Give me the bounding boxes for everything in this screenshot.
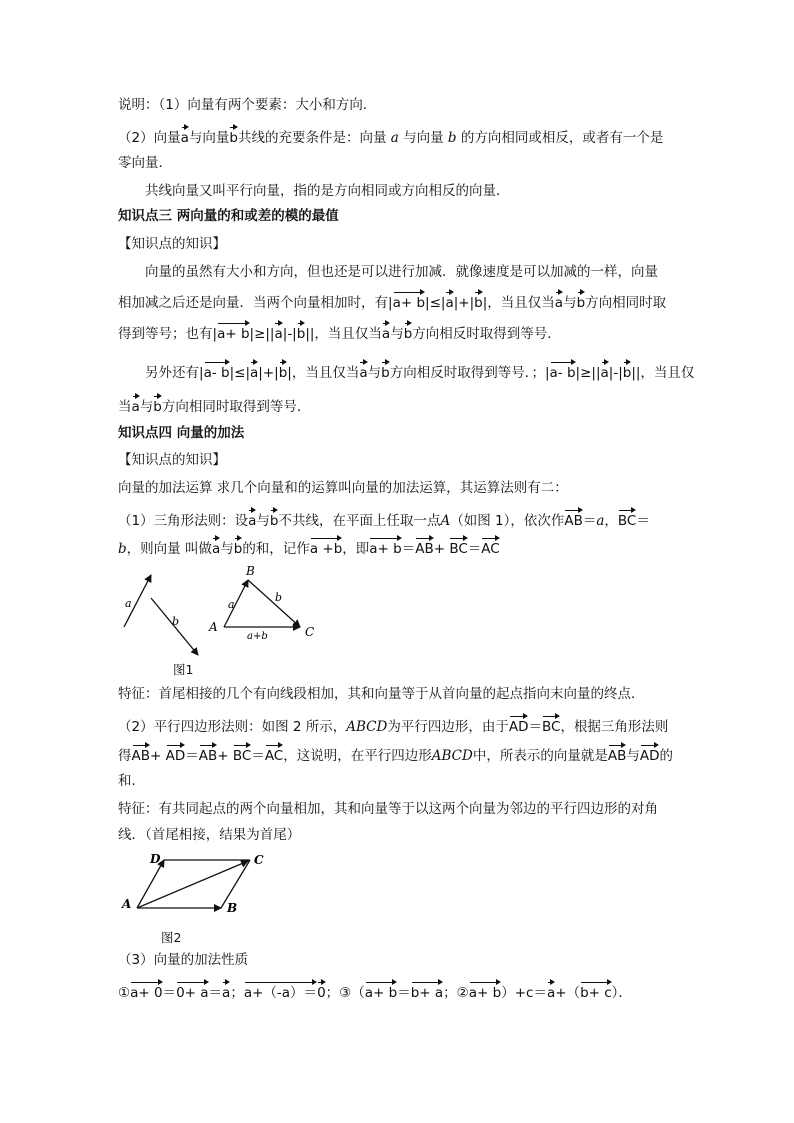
vector-symbol: AC (265, 744, 283, 766)
text-run: ）+c＝ (501, 985, 547, 1001)
text-run: a+b (247, 631, 268, 642)
parallelogram-rule-line-3: 和． (118, 773, 145, 789)
vector-symbol: b+ c (580, 981, 612, 1003)
note-line-2 (118, 126, 663, 148)
text-run: |≥|| (575, 365, 601, 381)
text-run: |-| (608, 365, 623, 381)
text-run: ＝ (467, 541, 482, 557)
text-run: 另外还有| (145, 365, 204, 381)
vector-symbol: 0+ a (176, 981, 208, 1003)
note-line-3 (118, 153, 172, 173)
text-run: b (172, 615, 180, 628)
vector-symbol: a (250, 361, 258, 383)
text-run: 与向量 (188, 130, 230, 146)
text-run: C (305, 625, 315, 639)
text-run: ）． (611, 985, 632, 1001)
text-run: |+| (453, 295, 475, 311)
text-run: +（ (555, 985, 581, 1001)
vector-symbol: a+ b (469, 981, 501, 1003)
property-formulas: ①a+ 0＝0+ a＝a；a+（-a）＝0；③（a+ b＝b+ a；②a+ b）+c＝a+（b+ c）． (118, 981, 632, 1003)
text-run: 中，所表示的向量就是 (472, 748, 608, 764)
section-4-bracket: 【知识点的知识】 (118, 452, 226, 468)
text-run: 方向相反时取得到等号． (412, 326, 561, 342)
text-run: 得 (118, 748, 132, 764)
vector-symbol: a (601, 361, 609, 383)
vector-symbol: AB (608, 744, 627, 766)
note-line-4 (145, 181, 510, 201)
text-run: ，这说明，在平行四边形 (283, 748, 432, 764)
text-run: 共线向量又叫平行向量，指的是方向相同或方向相反的向量． (145, 183, 510, 199)
text-run: b (118, 541, 127, 557)
vector-symbol: b (623, 361, 632, 383)
text-run: 得到等号；也有| (118, 326, 218, 342)
vector-symbol: a+ b (365, 981, 397, 1003)
sec4-intro: 向量的加法运算 求几个向量和的运算叫向量的加法运算，其运算法则有二： (118, 480, 568, 496)
vector-symbol: a (382, 322, 390, 344)
feature-1: 特征：首尾相接的几个有向线段相加，其和向量等于从首向量的起点指向末向量的终点． (118, 686, 645, 702)
parallelogram-rule-line-1 (118, 715, 668, 737)
text-run: 方向相反时取得到等号．；| (389, 365, 550, 381)
text-run: B (246, 564, 255, 578)
text-run: （2）平行四边形法则：如图 2 所示， (118, 719, 347, 735)
vector-symbol: a (445, 291, 453, 313)
text-run: |，当且仅当 (482, 295, 555, 311)
vector-symbol: b (381, 361, 390, 383)
section-3-title: 知识点三 两向量的和或差的模的最值 (118, 208, 339, 224)
vector-symbol: b (234, 537, 243, 559)
vector-symbol: b (404, 322, 413, 344)
fig1-side-bc (248, 580, 300, 627)
vector-symbol: a (359, 361, 367, 383)
triangle-rule-line-2: b，则向量 叫做a与b的和，记作a +b，即a+ b＝AB+ BC＝AC (118, 537, 500, 559)
text-run: 与 (390, 326, 404, 342)
vector-symbol: b (297, 322, 306, 344)
figure-2 (115, 848, 285, 924)
sec3-para-4 (145, 361, 694, 383)
text-run: 共线的充要条件是：向量 (237, 130, 387, 146)
text-run: 方向相同时取 (585, 295, 667, 311)
text-run: |-| (282, 326, 297, 342)
text-run: ＝ (251, 748, 265, 764)
text-run: ；② (443, 985, 469, 1001)
text-run: ① (118, 985, 131, 1001)
vector-symbol: AC (481, 537, 499, 559)
vector-symbol: a +b (310, 537, 342, 559)
text-run: ＝ (401, 541, 416, 557)
text-run: ＝ (185, 748, 199, 764)
vector-symbol: a- b (550, 361, 576, 383)
vector-symbol: a- b (204, 361, 230, 383)
text-run: 的 (659, 748, 673, 764)
sec3-para-2 (118, 291, 666, 313)
text-run: 与 (367, 365, 382, 381)
vector-symbol: a+ b (369, 537, 401, 559)
vector-symbol: a (222, 981, 230, 1003)
text-run: |，当且仅当 (287, 365, 360, 381)
vector-symbol: AB (199, 744, 218, 766)
text-run: D (150, 852, 161, 866)
text-run: |≤| (425, 295, 446, 311)
text-run: ， (604, 513, 618, 529)
text-run: b (275, 591, 283, 604)
vector-symbol: a (248, 509, 256, 531)
vector-symbol: BC (542, 715, 560, 737)
text-run: ；③（ (325, 985, 365, 1001)
vector-symbol: a+ b (217, 322, 249, 344)
text-run: ，根据三角形法则 (560, 719, 669, 735)
text-run: |≤| (229, 365, 250, 381)
text-run: |≥|| (249, 326, 275, 342)
text-run: ＝ (636, 513, 650, 529)
property-title: （3）向量的加法性质 (118, 952, 249, 968)
vector-symbol: BC (618, 509, 636, 531)
text-run: 方向相同时取得到等号． (161, 399, 311, 415)
text-run: ＝ (582, 513, 597, 529)
text-run: 零向量． (118, 155, 172, 171)
vector-symbol: a (555, 291, 563, 313)
vector-symbol: AB (132, 744, 151, 766)
figure-1 (115, 560, 335, 660)
vector-symbol: AB (415, 537, 434, 559)
text-run: 说明：（1）向量有两个要素：大小和方向． (118, 97, 377, 113)
vector-symbol: BC (233, 744, 251, 766)
text-run: 为平行四边形，由于 (387, 719, 509, 735)
text-run: ||，当且仅当 (305, 326, 382, 342)
figure-2-caption: 图2 (161, 930, 182, 945)
vector-symbol: a+ 0 (130, 981, 162, 1003)
text-run: 相加减之后还是向量．当两个向量相加时，有| (118, 295, 393, 311)
text-run: a (596, 513, 605, 529)
text-run: B (227, 901, 238, 915)
text-run: a (228, 598, 235, 611)
text-run: ，则向量 叫做 (126, 541, 212, 557)
text-run: 与向量 (403, 130, 444, 146)
text-run: ABCD (431, 748, 473, 764)
feature-2-line-2: 线．（首尾相接，结果为首尾） (118, 827, 301, 843)
text-run: b (447, 130, 457, 146)
vector-symbol: b (279, 361, 288, 383)
vector-a: a (181, 126, 189, 148)
fig2-side-ad (137, 860, 164, 908)
text-run: ABCD (346, 719, 388, 735)
vector-symbol: a (274, 322, 282, 344)
vector-symbol: AD (166, 744, 186, 766)
text-run: 与 (626, 748, 640, 764)
text-run: 的方向相同或相反，或者有一个是 (460, 130, 664, 146)
text-run: 与 (220, 541, 234, 557)
vector-symbol: b (270, 509, 279, 531)
vector-symbol: a (547, 981, 555, 1003)
text-run: 的和，记作 (242, 541, 310, 557)
text-run: （如图 1），依次作 (450, 513, 565, 529)
vector-symbol: b (577, 291, 586, 313)
vector-symbol: BC (449, 537, 467, 559)
text-run: 与 (563, 295, 577, 311)
text-run: 与 (139, 399, 154, 415)
vector-b: b (229, 126, 238, 148)
text-run: |+| (258, 365, 279, 381)
text-run: A (209, 620, 218, 634)
triangle-rule-line-1 (118, 509, 650, 531)
text-run: ，即 (342, 541, 370, 557)
sec3-para-3 (118, 322, 561, 344)
text-run: （1）三角形法则：设 (118, 513, 249, 529)
sec3-para-5 (118, 395, 310, 417)
sec3-para-1: 向量的虽然有大小和方向，但也还是可以进行加减．就像速度是可以加减的一样，向量 (145, 264, 658, 280)
feature-2-line-1: 特征：有共同起点的两个向量相加，其和向量等于以这两个向量为邻边的平行四边形的对角 (118, 801, 658, 817)
text-run: A (122, 897, 132, 911)
text-run: 不共线，在平面上任取一点 (278, 513, 441, 529)
vector-symbol: a+（-a）＝ (244, 981, 317, 1003)
vector-symbol: b+ a (411, 981, 443, 1003)
section-4-title: 知识点四 向量的加法 (118, 425, 245, 441)
vector-symbol: AD (509, 715, 529, 737)
text-run: A (440, 513, 451, 529)
text-run: a (125, 597, 132, 610)
vector-symbol: 0 (317, 981, 326, 1003)
vector-symbol: a (212, 537, 220, 559)
vector-symbol: b (474, 291, 483, 313)
text-run: 与 (256, 513, 270, 529)
text-run: （2）向量 (118, 130, 181, 146)
text-run: ＝ (528, 719, 542, 735)
vector-symbol: a+ b (393, 291, 425, 313)
parallelogram-rule-line-2: 得AB+ AD＝AB+ BC＝AC，这说明，在平行四边形ABCD中，所表示的向量就是AB与AD的 (118, 744, 673, 766)
vector-symbol: AD (640, 744, 660, 766)
section-3-bracket: 【知识点的知识】 (118, 236, 226, 252)
text-run: a (390, 130, 399, 146)
text-run: ； (230, 985, 244, 1001)
vector-symbol: b (153, 395, 162, 417)
vector-symbol: a (132, 395, 140, 417)
text-run: 当 (118, 399, 132, 415)
text-run: ||，当且仅 (631, 365, 695, 381)
figure-1-caption: 图1 (173, 662, 194, 677)
text-run: C (254, 853, 264, 867)
vector-symbol: AB (564, 509, 583, 531)
note-line-1 (118, 95, 376, 115)
